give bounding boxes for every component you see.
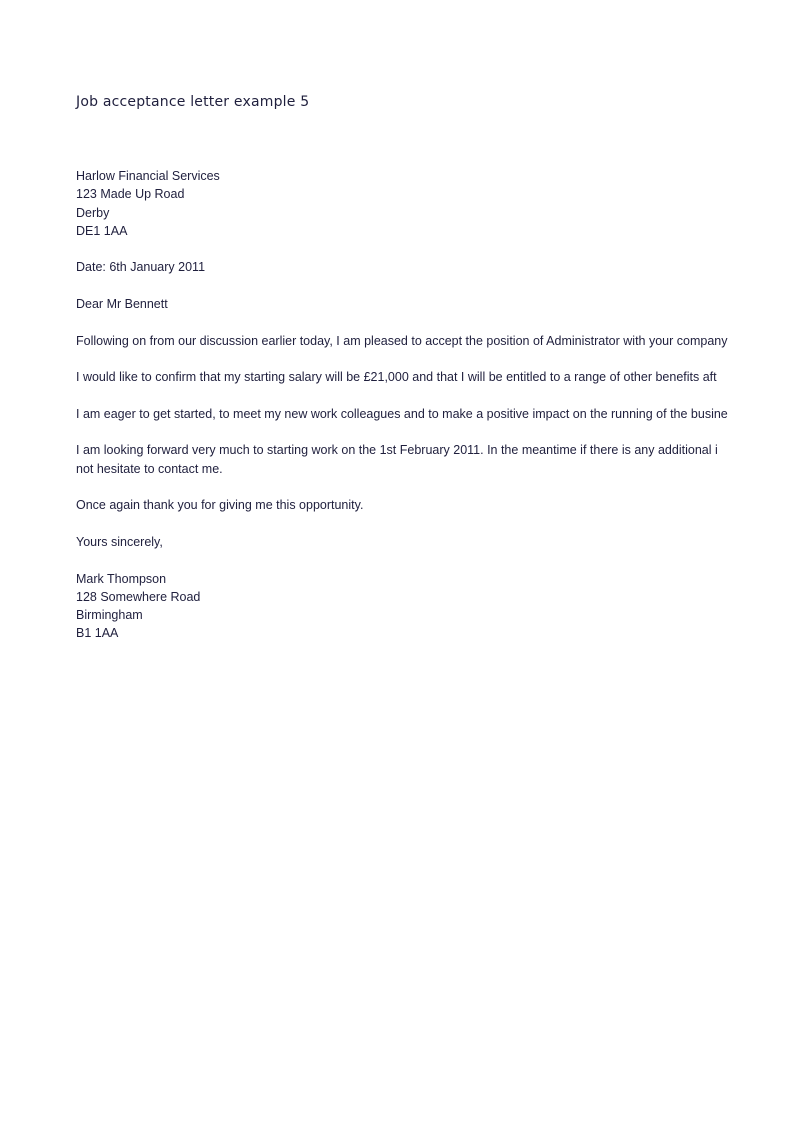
letter-body <box>76 167 793 643</box>
spacer <box>76 423 793 441</box>
paragraph-salary: I would like to confirm that my starting salary will be £21,000 and that I will be entitled to a range of other benefits aft <box>76 370 717 385</box>
spacer <box>76 551 793 569</box>
salutation: Dear Mr Bennett <box>76 297 168 312</box>
letter-date: Date: 6th January 2011 <box>76 260 206 275</box>
spacer <box>76 515 793 533</box>
sender-postcode: B1 1AA <box>76 626 119 641</box>
spacer <box>76 240 793 258</box>
paragraph-start-date: I am looking forward very much to starting work on the 1st February 2011. In the meantime if there is any additional i <box>76 443 718 458</box>
closing: Yours sincerely, <box>76 534 163 549</box>
recipient-street: 123 Made Up Road <box>76 187 185 202</box>
paragraph-thanks: Once again thank you for giving me this opportunity. <box>76 498 364 513</box>
recipient-city: Derby <box>76 205 110 220</box>
spacer <box>76 478 793 496</box>
spacer <box>76 387 793 405</box>
sender-city: Birmingham <box>76 608 143 623</box>
spacer <box>76 277 793 295</box>
page-title: Job acceptance letter example 5 <box>76 94 310 110</box>
recipient-name: Harlow Financial Services <box>76 169 220 183</box>
sender-name: Mark Thompson <box>76 571 167 586</box>
spacer <box>76 313 793 331</box>
paragraph-acceptance: Following on from our discussion earlier today, I am pleased to accept the position of Administrator with your company <box>76 333 728 348</box>
spacer <box>76 350 793 368</box>
sender-street: 128 Somewhere Road <box>76 589 201 604</box>
paragraph-eager: I am eager to get started, to meet my new work colleagues and to make a positive impact on the running of the busine <box>76 406 728 421</box>
paragraph-start-date-continued: not hesitate to contact me. <box>76 461 223 476</box>
recipient-postcode: DE1 1AA <box>76 223 128 238</box>
